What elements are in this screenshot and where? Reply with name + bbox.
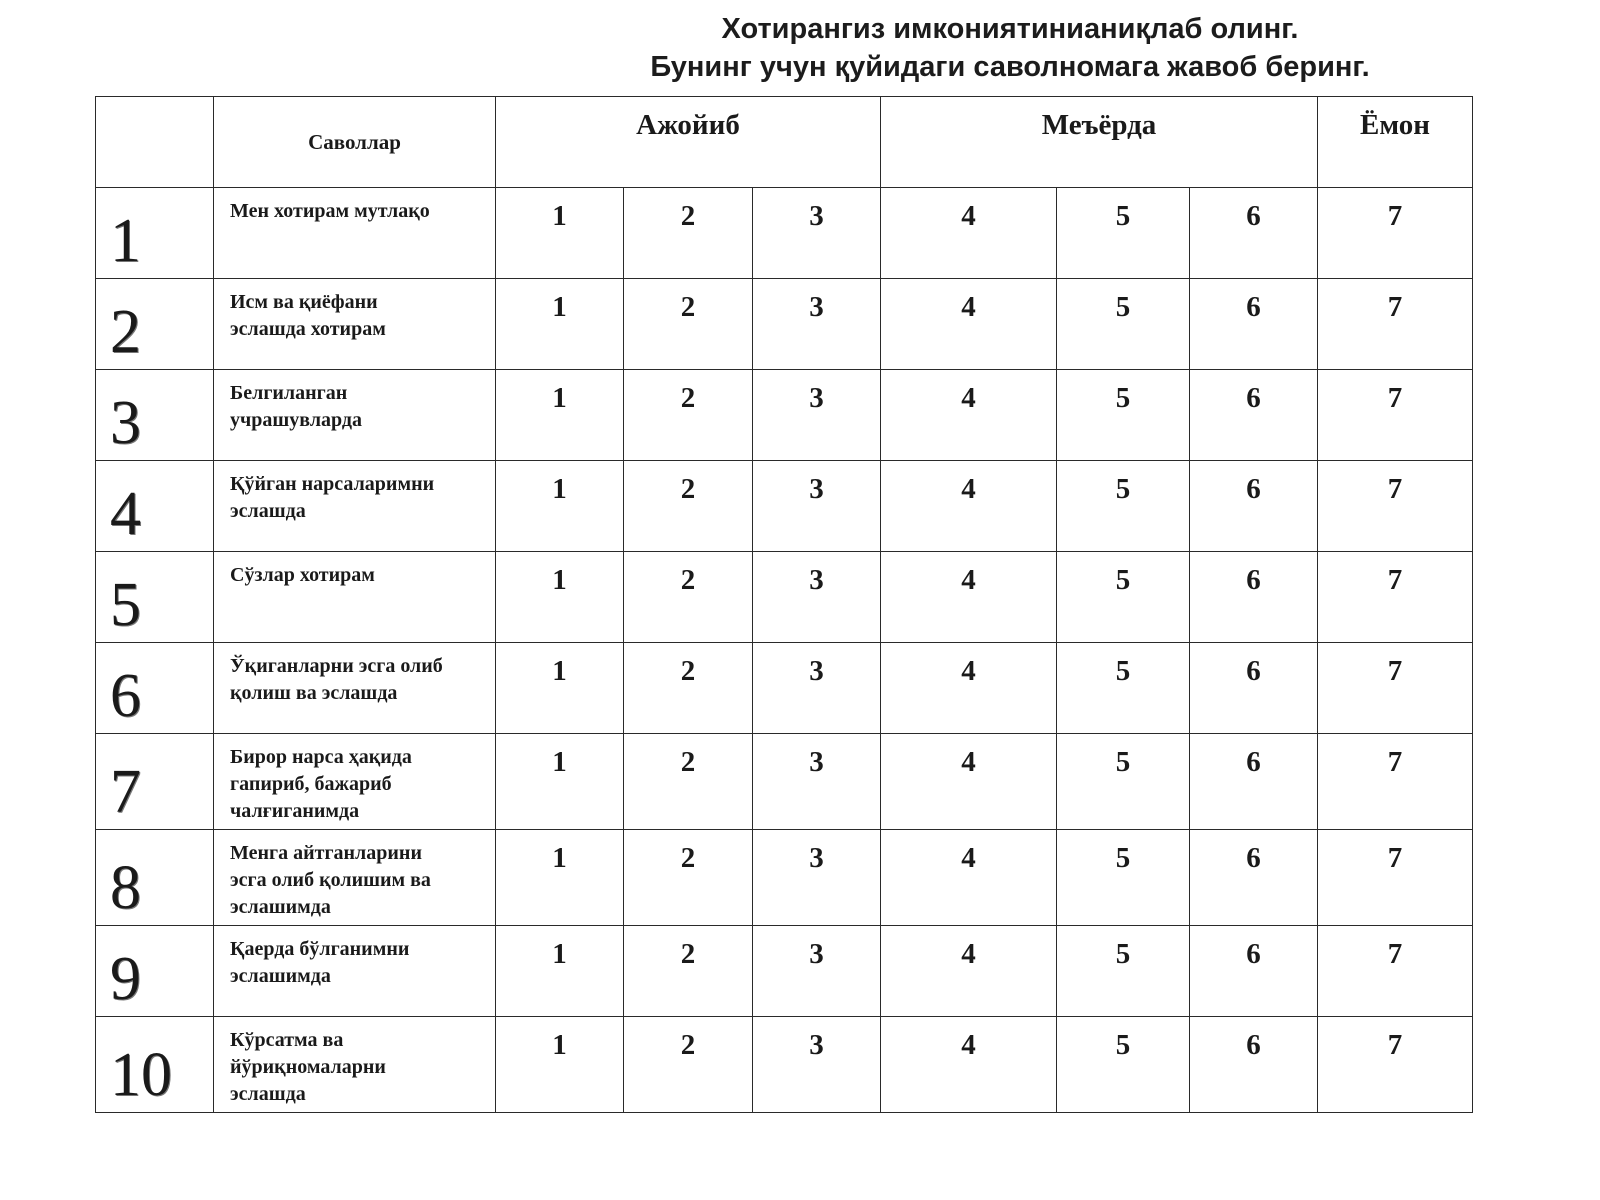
- row-number: 6: [96, 643, 214, 734]
- row-number: 9: [96, 926, 214, 1017]
- row-number: 5: [96, 552, 214, 643]
- table-row: [96, 830, 1473, 926]
- score-option-6[interactable]: 6: [1190, 643, 1318, 734]
- title-line-1: Хотирангиз имкониятинианиқлаб олинг.: [721, 13, 1299, 45]
- score-option-2[interactable]: 2: [624, 188, 753, 279]
- score-option-5[interactable]: 5: [1057, 370, 1190, 461]
- score-option-2[interactable]: 2: [624, 461, 753, 552]
- score-option-2[interactable]: 2: [624, 734, 753, 830]
- question-text-line: эслашда: [230, 1083, 306, 1105]
- score-option-5[interactable]: 5: [1057, 830, 1190, 926]
- score-option-2[interactable]: 2: [624, 279, 753, 370]
- score-option-5[interactable]: 5: [1057, 643, 1190, 734]
- score-option-6[interactable]: 6: [1190, 926, 1318, 1017]
- row-number: 4: [96, 461, 214, 552]
- table-body: [96, 188, 1473, 1113]
- score-option-2[interactable]: 2: [624, 643, 753, 734]
- score-option-6[interactable]: 6: [1190, 279, 1318, 370]
- question-text-line: қолиш ва эслашда: [230, 682, 398, 704]
- question-cell: [214, 734, 496, 830]
- score-option-1[interactable]: 1: [496, 188, 624, 279]
- score-option-3[interactable]: 3: [753, 734, 881, 830]
- score-option-3[interactable]: 3: [753, 830, 881, 926]
- question-cell: [214, 461, 496, 552]
- question-text-line: учрашувларда: [230, 409, 363, 431]
- title-line-2: Бунинг учун қуйидаги саволномага жавоб беринг.: [650, 51, 1370, 83]
- score-option-3[interactable]: 3: [753, 370, 881, 461]
- table-row: [96, 734, 1473, 830]
- question-cell: [214, 926, 496, 1017]
- score-option-4[interactable]: 4: [881, 926, 1057, 1017]
- question-text-line: Сўзлар хотирам: [230, 564, 375, 586]
- row-number: 8: [96, 830, 214, 926]
- score-option-6[interactable]: 6: [1190, 370, 1318, 461]
- question-text-line: Менга айтганларини: [230, 842, 422, 864]
- score-option-5[interactable]: 5: [1057, 188, 1190, 279]
- score-option-5[interactable]: 5: [1057, 734, 1190, 830]
- table-header-row: [96, 97, 1473, 188]
- score-option-1[interactable]: 1: [496, 926, 624, 1017]
- score-option-3[interactable]: 3: [753, 552, 881, 643]
- question-cell: [214, 830, 496, 926]
- score-option-6[interactable]: 6: [1190, 188, 1318, 279]
- question-text-line: эслашда хотирам: [230, 318, 386, 340]
- question-text-line: Кўрсатма ва: [230, 1029, 344, 1051]
- score-option-7[interactable]: 7: [1318, 643, 1473, 734]
- question-cell: [214, 552, 496, 643]
- score-option-5[interactable]: 5: [1057, 1017, 1190, 1113]
- score-option-4[interactable]: 4: [881, 830, 1057, 926]
- score-option-3[interactable]: 3: [753, 279, 881, 370]
- table-row: [96, 643, 1473, 734]
- header-group-normal: Меъёрда: [881, 97, 1318, 188]
- score-option-1[interactable]: 1: [496, 370, 624, 461]
- question-text-line: эслашда: [230, 500, 306, 522]
- table-row: [96, 370, 1473, 461]
- score-option-2[interactable]: 2: [624, 926, 753, 1017]
- question-text-line: Мен хотирам мутлақо: [230, 200, 430, 222]
- header-group-bad: Ёмон: [1318, 97, 1473, 188]
- score-option-7[interactable]: 7: [1318, 279, 1473, 370]
- question-cell: [214, 188, 496, 279]
- header-number-cell: [96, 97, 214, 188]
- score-option-7[interactable]: 7: [1318, 734, 1473, 830]
- row-number: 3: [96, 370, 214, 461]
- score-option-7[interactable]: 7: [1318, 1017, 1473, 1113]
- table-row: [96, 552, 1473, 643]
- score-option-7[interactable]: 7: [1318, 461, 1473, 552]
- score-option-1[interactable]: 1: [496, 830, 624, 926]
- score-option-7[interactable]: 7: [1318, 370, 1473, 461]
- score-option-7[interactable]: 7: [1318, 926, 1473, 1017]
- score-option-6[interactable]: 6: [1190, 734, 1318, 830]
- score-option-1[interactable]: 1: [496, 461, 624, 552]
- score-option-5[interactable]: 5: [1057, 461, 1190, 552]
- score-option-6[interactable]: 6: [1190, 461, 1318, 552]
- score-option-1[interactable]: 1: [496, 279, 624, 370]
- header-questions: Саволлар: [214, 97, 496, 188]
- score-option-6[interactable]: 6: [1190, 830, 1318, 926]
- score-option-2[interactable]: 2: [624, 370, 753, 461]
- table-row: [96, 926, 1473, 1017]
- header-group-excellent: Ажойиб: [496, 97, 881, 188]
- score-option-1[interactable]: 1: [496, 734, 624, 830]
- score-option-7[interactable]: 7: [1318, 830, 1473, 926]
- table-row: [96, 1017, 1473, 1113]
- score-option-3[interactable]: 3: [753, 461, 881, 552]
- score-option-3[interactable]: 3: [753, 643, 881, 734]
- question-text-line: чалғиганимда: [230, 800, 360, 822]
- question-text-line: эслашимда: [230, 965, 331, 987]
- page-title: [560, 10, 1460, 86]
- row-number: 7: [96, 734, 214, 830]
- score-option-5[interactable]: 5: [1057, 279, 1190, 370]
- question-cell: [214, 643, 496, 734]
- score-option-4[interactable]: 4: [881, 734, 1057, 830]
- question-text-line: Ўқиганларни эсга олиб: [230, 655, 443, 677]
- question-text-line: Қаерда бўлганимни: [230, 938, 410, 960]
- table-row: [96, 461, 1473, 552]
- question-text-line: эсга олиб қолишим ва: [230, 869, 431, 891]
- score-option-2[interactable]: 2: [624, 1017, 753, 1113]
- score-option-4[interactable]: 4: [881, 552, 1057, 643]
- table-row: [96, 279, 1473, 370]
- question-text-line: Қўйган нарсаларимни: [230, 473, 435, 495]
- score-option-7[interactable]: 7: [1318, 552, 1473, 643]
- question-cell: [214, 1017, 496, 1113]
- question-text-line: йўриқномаларни: [230, 1056, 386, 1078]
- score-option-5[interactable]: 5: [1057, 926, 1190, 1017]
- question-text-line: Бирор нарса ҳақида: [230, 746, 412, 768]
- score-option-4[interactable]: 4: [881, 643, 1057, 734]
- score-option-6[interactable]: 6: [1190, 552, 1318, 643]
- score-option-7[interactable]: 7: [1318, 188, 1473, 279]
- score-option-4[interactable]: 4: [881, 370, 1057, 461]
- score-option-5[interactable]: 5: [1057, 552, 1190, 643]
- score-option-3[interactable]: 3: [753, 926, 881, 1017]
- score-option-4[interactable]: 4: [881, 279, 1057, 370]
- score-option-3[interactable]: 3: [753, 188, 881, 279]
- question-text-line: Белгиланган: [230, 382, 348, 404]
- score-option-6[interactable]: 6: [1190, 1017, 1318, 1113]
- question-text-line: Исм ва қиёфани: [230, 291, 378, 313]
- score-option-1[interactable]: 1: [496, 643, 624, 734]
- question-text-line: гапириб, бажариб: [230, 773, 392, 795]
- question-cell: [214, 279, 496, 370]
- score-option-4[interactable]: 4: [881, 461, 1057, 552]
- score-option-4[interactable]: 4: [881, 1017, 1057, 1113]
- question-cell: [214, 370, 496, 461]
- row-number: 1: [96, 188, 214, 279]
- score-option-2[interactable]: 2: [624, 830, 753, 926]
- score-option-4[interactable]: 4: [881, 188, 1057, 279]
- row-number: 10: [96, 1017, 214, 1113]
- row-number: 2: [96, 279, 214, 370]
- questionnaire-table: [95, 96, 1473, 1113]
- table-row: [96, 188, 1473, 279]
- score-option-2[interactable]: 2: [624, 552, 753, 643]
- score-option-1[interactable]: 1: [496, 1017, 624, 1113]
- score-option-3[interactable]: 3: [753, 1017, 881, 1113]
- question-text-line: эслашимда: [230, 896, 331, 918]
- score-option-1[interactable]: 1: [496, 552, 624, 643]
